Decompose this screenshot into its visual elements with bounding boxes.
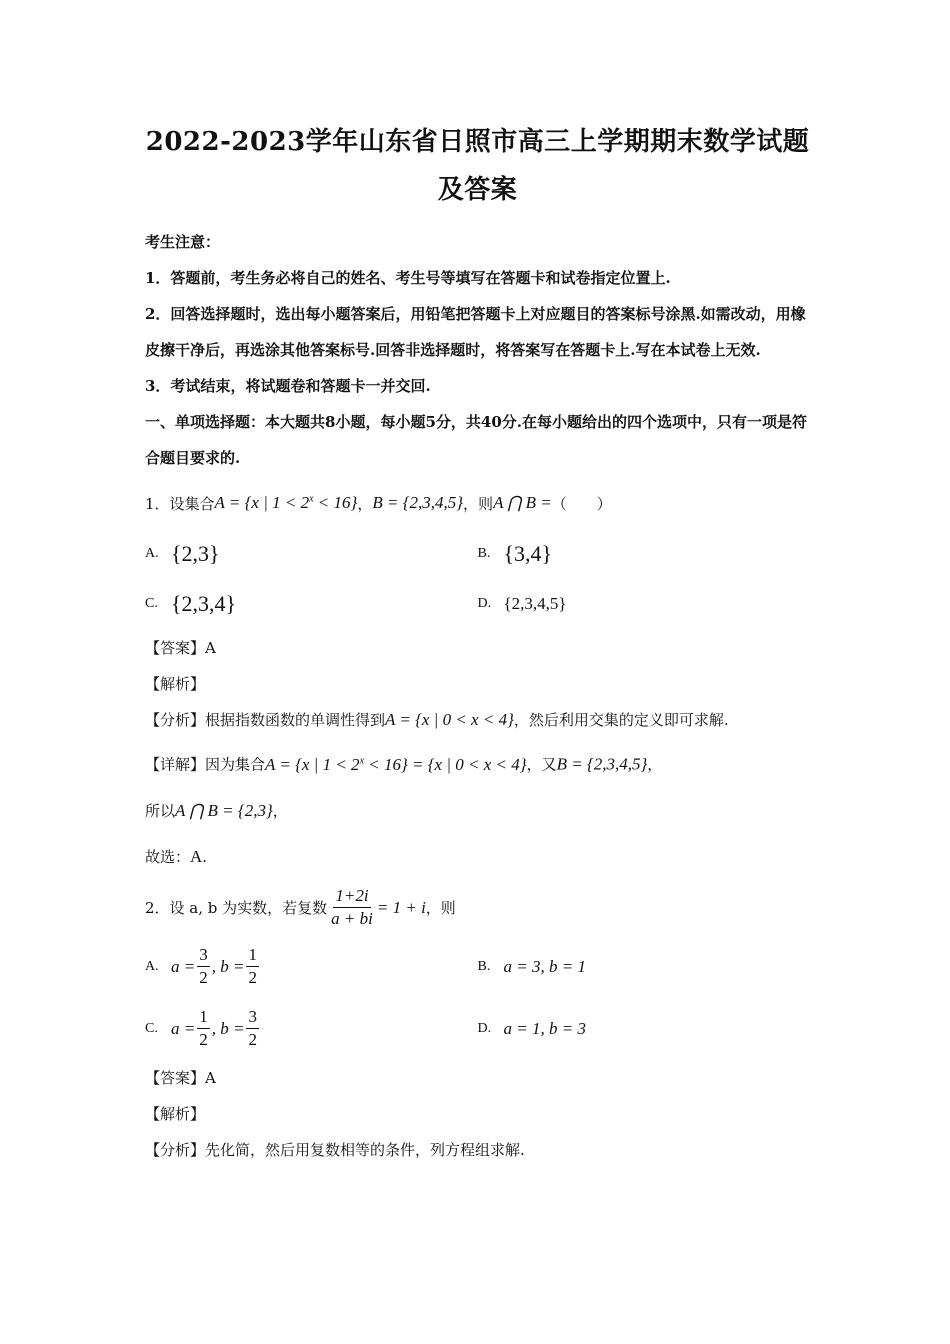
option-c: C. a = $\frac{1}{2}$ , b = $\frac{3}{2}$ [145, 1007, 257, 1050]
analysis-heading: 【解析】 [145, 1104, 206, 1123]
option-d: D. a = 1, b = 3 [477, 1018, 586, 1038]
q1-ask: A ⋂ B = [493, 493, 552, 512]
option-c: C. {2,3,4} [145, 591, 237, 616]
option-a: A. {2,3} [145, 541, 220, 566]
document-page [145, 118, 810, 1168]
q1-set-b: B = {2,3,4,5} [372, 493, 464, 512]
q1-sep: ， [357, 494, 373, 513]
analysis-text: 【分析】先化简，然后用复数相等的条件，列方程组求解. [145, 1140, 525, 1159]
answer-label: 【答案】A [145, 639, 216, 657]
detail-text: 【详解】因为集合A = {x | $1 < 2^x < 16\} = \{x$ | 0 < x < 4}，又B = {2,3,4,5}， [145, 754, 663, 774]
q1-prefix: 1．设集合 [145, 494, 215, 513]
option-a: A. a = $\frac{3}{2}$ , b = $\frac{1}{2}$ [145, 945, 257, 988]
option-b: B. a = 3, b = 1 [477, 956, 586, 976]
answer-label: 【答案】A [145, 1068, 216, 1087]
choose-text: 故选：A. [145, 846, 208, 866]
q2-options-row [145, 998, 810, 1060]
q1-options-row [145, 530, 810, 578]
q2-prefix: 2．设 a, b 为实数，若复数 [145, 899, 328, 918]
so-text: 所以A ⋂ B = {2,3}， [145, 800, 288, 820]
q1-sep: ，则 [463, 494, 494, 513]
notice-item: 1．答题前，考生务必将自己的姓名、考生号等填写在答题卡和试卷指定位置上. [145, 269, 671, 287]
q2-options-row [145, 936, 810, 998]
q1-options-row [145, 578, 810, 630]
q1-paren: （ ） [551, 494, 612, 513]
notice-item: 3．考试结束，将试题卷和答题卡一并交回. [145, 377, 431, 395]
option-b: B. {3,4} [477, 541, 553, 566]
question-2-stem [145, 880, 810, 936]
q2-suffix: ，则 [425, 899, 456, 918]
notice-heading: 考生注意： [145, 233, 221, 251]
q1-set-a: A = {x | $1 < 2^x < 16$} [214, 493, 358, 512]
page-title: 2022-2023学年山东省日照市高三上学期期末数学试题及答案 [145, 127, 810, 205]
analysis-text: 【分析】根据指数函数的单调性得到A = {x | 0 < x < 4}，然后利用交集的定义即可求解. [145, 710, 729, 729]
q2-eq: = 1 + i [376, 897, 426, 917]
question-1-stem [145, 476, 810, 530]
notice-item: 2．回答选择题时，选出每小题答案后，用铅笔把答题卡上对应题目的答案标号涂黑.如需改动，用橡皮擦干净后，再选涂其他答案标号.回答非选择题时，将答案写在答题卡上.写在本试卷上无效. [145, 305, 806, 359]
q2-fraction: $\frac{1+2i}{a + bi}$ [331, 886, 373, 929]
option-d: D. {2,3,4,5} [477, 594, 567, 613]
section-heading: 一、单项选择题：本大题共8小题，每小题5分，共40分.在每小题给出的四个选项中，只有一项是符合题目要求的. [145, 413, 807, 467]
analysis-heading: 【解析】 [145, 675, 206, 693]
